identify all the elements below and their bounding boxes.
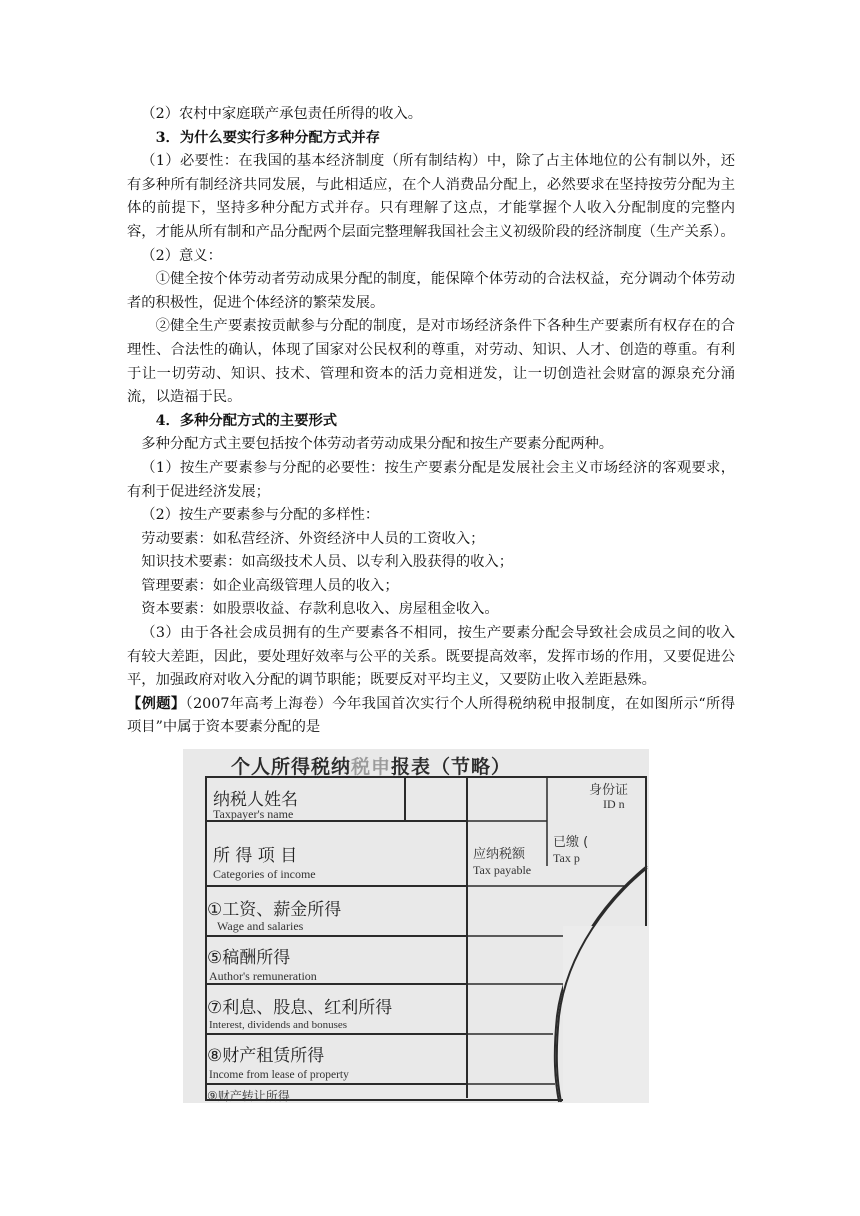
heading-why-multiple-distribution: 3．为什么要实行多种分配方式并存 — [155, 129, 380, 146]
income-items-en: Categories of income — [213, 867, 316, 881]
paragraph-significance-label: （2）意义： — [141, 247, 222, 264]
row-remuneration-cn: ⑤稿酬所得 — [207, 948, 291, 968]
id-en: ID n — [603, 797, 625, 811]
example-question — [127, 693, 735, 740]
paragraph-factor-necessity: （1）按生产要素参与分配的必要性：按生产要素分配是发展社会主义市场经济的客观要求，有利于促进经济发展； — [127, 459, 735, 500]
paragraph-knowledge-factor: 知识技术要素：如高级技术人员、以专利入股获得的收入； — [141, 554, 514, 571]
paragraph-factor-diversity: （2）按生产要素参与分配的多样性： — [141, 507, 380, 524]
row-remuneration-en: Author's remuneration — [209, 969, 317, 983]
row-lease-cn: ⑧财产租赁所得 — [207, 1046, 325, 1066]
example-text: （2007年高考上海卷）今年我国首次实行个人所得税纳税申报制度，在如图所示“所得项目”中属于资本要素分配的是 — [127, 695, 735, 736]
tax-payable-cn: 应纳税额 — [473, 847, 526, 862]
paragraph-efficiency-fairness: （3）由于各社会成员拥有的生产要素各不相同，按生产要素分配会导致社会成员之间的收入有较大差距，因此，要处理好效率与公平的关系。既要提高效率，发挥市场的作用，又要促进公平，加强政府对收入分配的调节职能；既要反对平均主义，又要防止收入差距悬殊。 — [127, 625, 735, 689]
paragraph-rural-income: （2）农村中家庭联产承包责任所得的收入。 — [141, 106, 423, 122]
row-transfer-cn: ⑨财产转让所得 — [207, 1089, 290, 1103]
paragraph-significance-2: ②健全生产要素按贡献参与分配的制度，是对市场经济条件下各种生产要素所有权存在的合理性、合法性的确认，体现了国家对公民权利的尊重，对劳动、知识、人才、创造的尊重。有利于让一切劳动、知识、技术、管理和资本的活力竞相迸发，让一切创造社会财富的源泉充分涌流，以造福于民。 — [127, 318, 735, 406]
row-interest-en: Interest, dividends and bonuses — [209, 1019, 348, 1031]
paragraph-labor-factor: 劳动要素：如私营经济、外资经济中人员的工资收入； — [141, 530, 485, 547]
paragraph-capital-factor: 资本要素：如股票收益、存款利息收入、房屋租金收入。 — [141, 601, 499, 618]
row-wages-en: Wage and salaries — [217, 919, 304, 933]
paragraph-main-forms: 多种分配方式主要包括按个体劳动者劳动成果分配和按生产要素分配两种。 — [141, 436, 614, 453]
paragraph-significance-1: ①健全按个体劳动者劳动成果分配的制度，能保障个体劳动的合法权益，充分调动个体劳动者的积极性，促进个体经济的繁荣发展。 — [127, 271, 735, 311]
id-cn: 身份证 — [589, 783, 629, 798]
paragraph-management-factor: 管理要素：如企业高级管理人员的收入； — [141, 577, 399, 594]
text-body — [127, 103, 735, 740]
row-wages-cn: ①工资、薪金所得 — [207, 900, 342, 920]
example-label: 【例题】 — [127, 695, 186, 712]
income-items-cn: 所 得 项 目 — [213, 846, 298, 866]
row-interest-cn: ⑦利息、股息、红利所得 — [207, 998, 393, 1018]
row-lease-en: Income from lease of property — [209, 1069, 349, 1081]
tax-paid-cn: 已缴 ( — [553, 835, 589, 850]
paragraph-necessity: （1）必要性：在我国的基本经济制度（所有制结构）中，除了占主体地位的公有制以外，还有多种所有制经济共同发展，与此相适应，在个人消费品分配上，必然要求在坚持按劳分配为主体的前提下，坚持多种分配方式并存。只有理解了这点，才能掌握个人收入分配制度的完整内容，才能从所有制和产品分配两个层面完整理解我国社会主义初级阶段的经济制度（生产关系）。 — [127, 153, 735, 240]
tax-form-image — [183, 749, 649, 1103]
tax-paid-en: Tax p — [553, 851, 580, 865]
tax-form-title: 个人所得税纳税申报表（节略） — [231, 756, 512, 778]
tax-payable-en: Tax payable — [473, 863, 532, 877]
taxpayer-name-en: Taxpayer's name — [213, 807, 294, 821]
heading-main-forms: 4．多种分配方式的主要形式 — [155, 412, 338, 429]
taxpayer-name-cn: 纳税人姓名 — [213, 790, 298, 810]
